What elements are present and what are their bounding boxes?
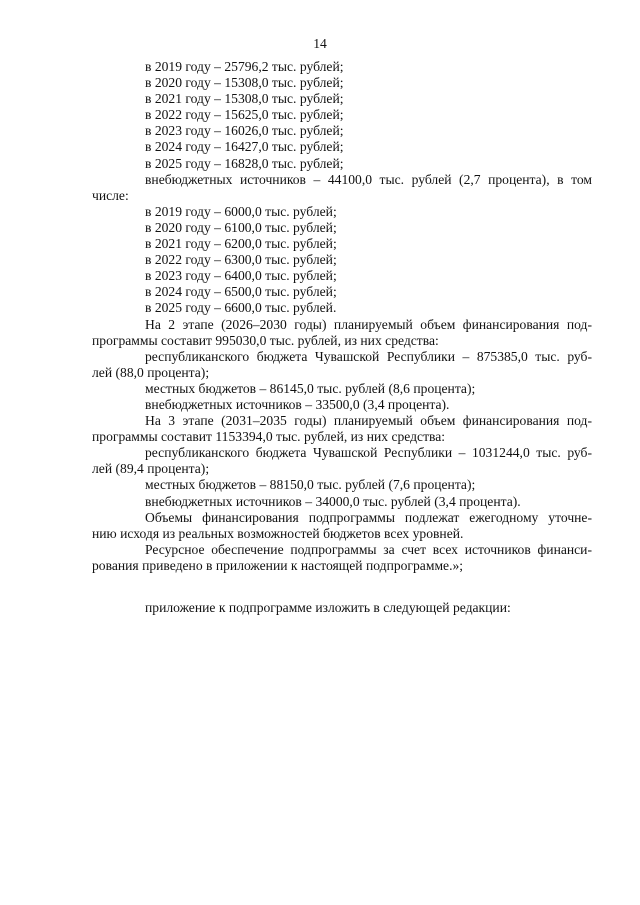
body-text xyxy=(92,59,592,616)
text-line: внебюджетных источников – 33500,0 (3,4 процента). xyxy=(145,396,450,412)
text-line: в 2025 году – 16828,0 тыс. рублей; xyxy=(145,155,344,171)
text-line: республиканского бюджета Чувашской Республики – 1031244,0 тыс. руб- xyxy=(145,445,592,461)
text-line: лей (88,0 процента); xyxy=(92,364,210,380)
text-line: в 2023 году – 6400,0 тыс. рублей; xyxy=(145,268,337,284)
text-line: в 2022 году – 15625,0 тыс. рублей; xyxy=(145,107,344,123)
page-number: 14 xyxy=(313,36,327,51)
text-line: лей (89,4 процента); xyxy=(92,461,210,477)
text-line: в 2020 году – 15308,0 тыс. рублей; xyxy=(145,75,344,91)
paragraph-gap xyxy=(92,574,592,600)
text-line: республиканского бюджета Чувашской Республики – 875385,0 тыс. руб- xyxy=(145,348,592,364)
text-line: внебюджетных источников – 34000,0 тыс. рублей (3,4 процента). xyxy=(145,493,521,509)
text-line: рования приведено в приложении к настоящей подпрограмме.»; xyxy=(92,557,464,573)
text-line: в 2019 году – 6000,0 тыс. рублей; xyxy=(145,203,337,219)
closing-line: приложение к подпрограмме изложить в следующей редакции: xyxy=(145,600,511,615)
text-line: На 2 этапе (2026–2030 годы) планируемый объем финансирования под- xyxy=(145,316,592,332)
text-line: нию исходя из реальных возможностей бюджетов всех уровней. xyxy=(92,525,464,541)
text-line: в 2021 году – 15308,0 тыс. рублей; xyxy=(145,91,344,107)
text-line: в 2023 году – 16026,0 тыс. рублей; xyxy=(145,123,344,139)
text-line: На 3 этапе (2031–2035 годы) планируемый объем финансирования под- xyxy=(145,413,592,429)
text-line: в 2025 году – 6600,0 тыс. рублей. xyxy=(145,300,337,316)
text-line: программы составит 1153394,0 тыс. рублей, из них средства: xyxy=(92,429,446,445)
text-line: Объемы финансирования подпрограммы подлежат ежегодному уточне- xyxy=(145,509,592,525)
text-line: в 2020 году – 6100,0 тыс. рублей; xyxy=(145,219,337,235)
text-line: местных бюджетов – 88150,0 тыс. рублей (7,6 процента); xyxy=(145,477,476,493)
text-line: в 2022 году – 6300,0 тыс. рублей; xyxy=(145,252,337,268)
text-line: в 2021 году – 6200,0 тыс. рублей; xyxy=(145,236,337,252)
text-line: местных бюджетов – 86145,0 тыс. рублей (8,6 процента); xyxy=(145,380,476,396)
text-line: в 2024 году – 16427,0 тыс. рублей; xyxy=(145,139,344,155)
text-line: в 2024 году – 6500,0 тыс. рублей; xyxy=(145,284,337,300)
text-line: внебюджетных источников – 44100,0 тыс. рублей (2,7 процента), в том xyxy=(145,171,592,187)
text-line: в 2019 году – 25796,2 тыс. рублей; xyxy=(145,59,344,74)
text-line: Ресурсное обеспечение подпрограммы за счет всех источников финанси- xyxy=(145,541,592,557)
text-line: числе: xyxy=(92,187,129,203)
text-line: программы составит 995030,0 тыс. рублей, из них средства: xyxy=(92,332,439,348)
